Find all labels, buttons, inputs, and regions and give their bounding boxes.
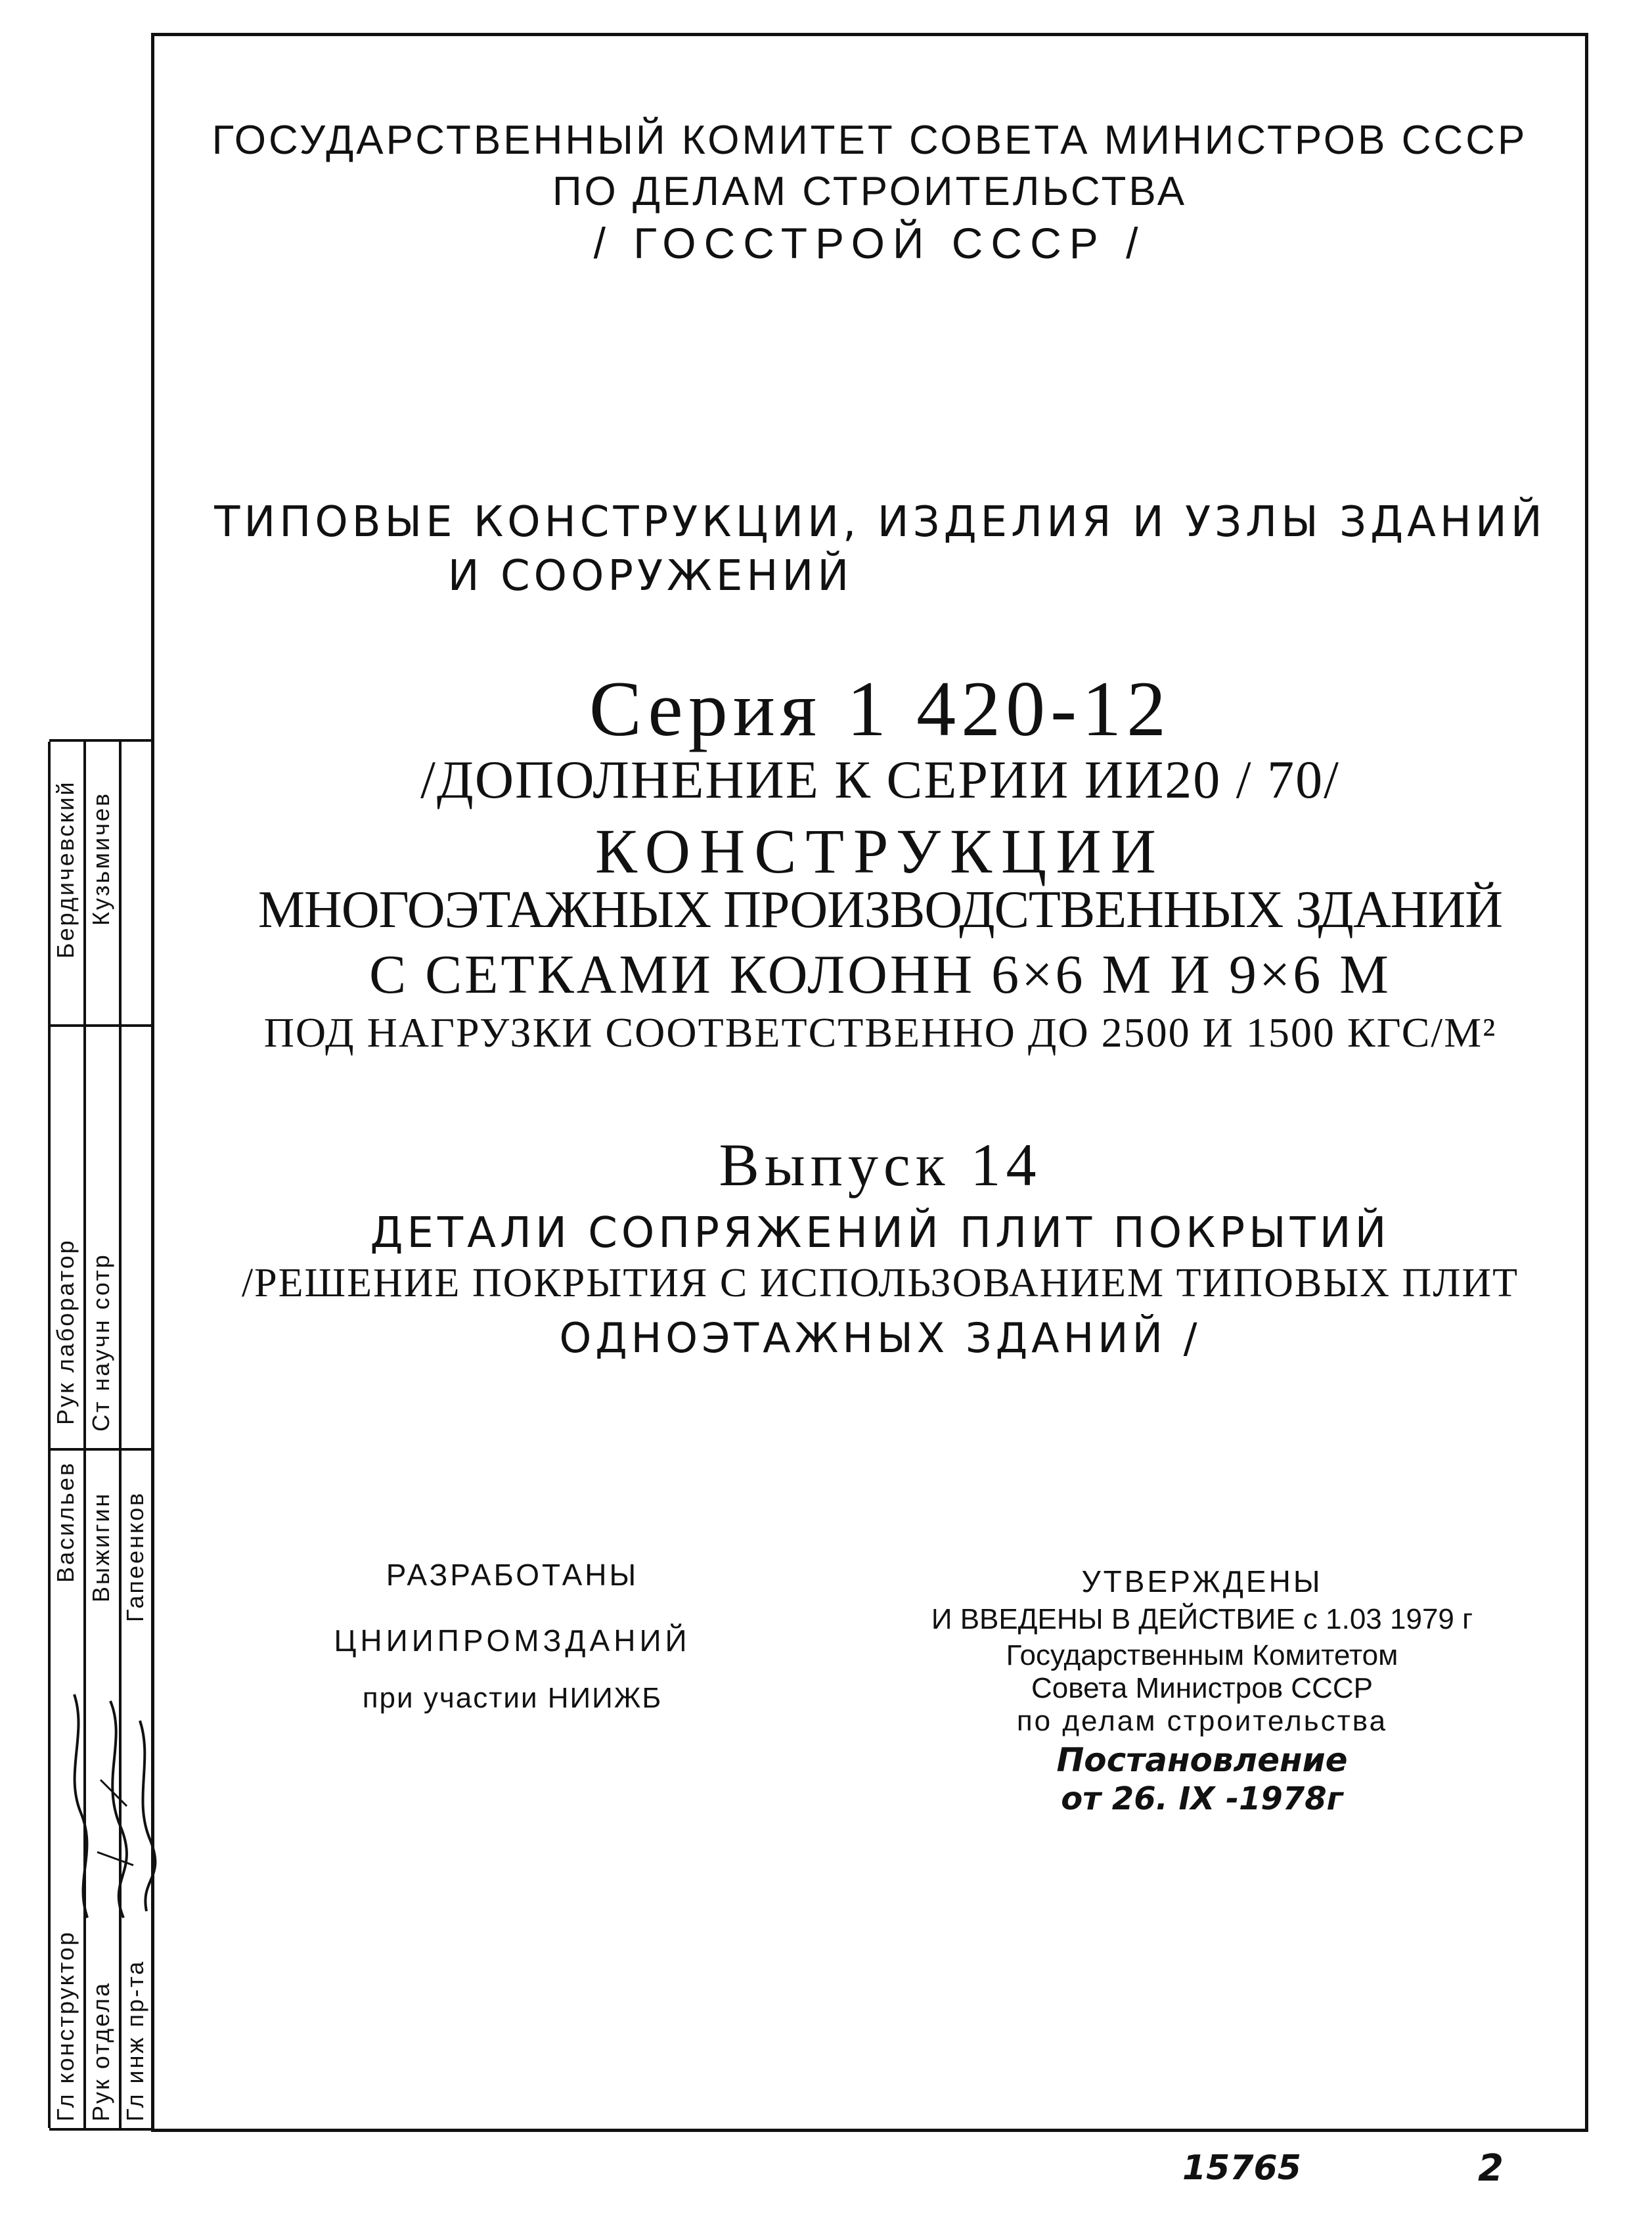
series-line-3: ПОД НАГРУЗКИ СООТВЕТСТВЕННО ДО 2500 И 1500 КГС/М² bbox=[263, 1009, 1497, 1056]
stamp-role-senior-researcher: Ст научн сотр bbox=[87, 1253, 114, 1432]
approved-line-2: Государственным Комитетом bbox=[1006, 1639, 1398, 1671]
stamp-name-berdichevsky: Бердичевский bbox=[52, 780, 79, 959]
stamp-role-chief-designer: Гл конструктор bbox=[52, 1930, 79, 2121]
decree-label: Постановление bbox=[1056, 1741, 1348, 1779]
series-line-2: С СЕТКАМИ КОЛОНН 6×6 М И 9×6 М bbox=[369, 944, 1391, 1005]
stamp-role-dept-head: Рук отдела bbox=[87, 1981, 114, 2121]
approved-line-1: И ВВЕДЕНЫ В ДЕЙСТВИЕ с 1.03 1979 г bbox=[931, 1603, 1473, 1635]
issue-line-1: ДЕТАЛИ СОПРЯЖЕНИЙ ПЛИТ ПОКРЫТИЙ bbox=[370, 1209, 1391, 1257]
page-number: 2 bbox=[1478, 2147, 1504, 2190]
side-stamp bbox=[49, 739, 154, 2131]
developed-participation: при участии НИИЖБ bbox=[362, 1682, 663, 1714]
approved-label: УТВЕРЖДЕНЫ bbox=[1081, 1564, 1323, 1598]
stamp-name-vyzhigin: Выжигин bbox=[87, 1491, 114, 1602]
ministry-line-1: ГОСУДАРСТВЕННЫЙ КОМИТЕТ СОВЕТА МИНИСТРОВ СССР bbox=[212, 118, 1528, 163]
series-line-1: МНОГОЭТАЖНЫХ ПРОИЗВОДСТВЕННЫХ ЗДАНИЙ bbox=[257, 881, 1503, 939]
issue-line-2: /РЕШЕНИЕ ПОКРЫТИЯ С ИСПОЛЬЗОВАНИЕМ ТИПОВЫХ ПЛИТ bbox=[241, 1261, 1519, 1305]
issue-line-3: ОДНОЭТАЖНЫХ ЗДАНИЙ / bbox=[559, 1314, 1201, 1362]
decree-date: от 26. IX -1978г bbox=[1061, 1780, 1343, 1817]
category-line-1: ТИПОВЫЕ КОНСТРУКЦИИ, ИЗДЕЛИЯ И УЗЛЫ ЗДАНИЙ bbox=[214, 498, 1546, 547]
series-heading: КОНСТРУКЦИИ bbox=[595, 816, 1165, 886]
stamp-name-kuzmichev: Кузьмичев bbox=[87, 792, 114, 926]
stamp-role-lab-head: Рук лаборатор bbox=[52, 1238, 79, 1425]
series-supplement: /ДОПОЛНЕНИЕ К СЕРИИ ИИ20 / 70/ bbox=[420, 750, 1340, 809]
gosstroy-line: / ГОССТРОЙ СССР / bbox=[593, 219, 1146, 267]
developed-org: ЦНИИПРОМЗДАНИЙ bbox=[334, 1623, 691, 1658]
developed-label: РАЗРАБОТАНЫ bbox=[386, 1558, 639, 1592]
signature-scribbles bbox=[61, 1681, 160, 1931]
approved-line-4: по делам строительства bbox=[1016, 1705, 1388, 1737]
stamp-role-chief-engineer: Гл инж пр-та bbox=[122, 1959, 148, 2121]
ministry-line-2: ПО ДЕЛАМ СТРОИТЕЛЬСТВА bbox=[552, 169, 1188, 214]
document-number: 15765 bbox=[1182, 2148, 1301, 2188]
category-line-2: И СООРУЖЕНИЙ bbox=[447, 552, 853, 600]
stamp-name-gapeenkov: Гапеенков bbox=[122, 1491, 148, 1622]
approved-line-3: Совета Министров СССР bbox=[1031, 1672, 1373, 1704]
issue-title: Выпуск 14 bbox=[719, 1131, 1042, 1198]
stamp-name-vasiliev: Васильев bbox=[52, 1461, 79, 1583]
series-title: Серия 1 420-12 bbox=[589, 665, 1172, 752]
